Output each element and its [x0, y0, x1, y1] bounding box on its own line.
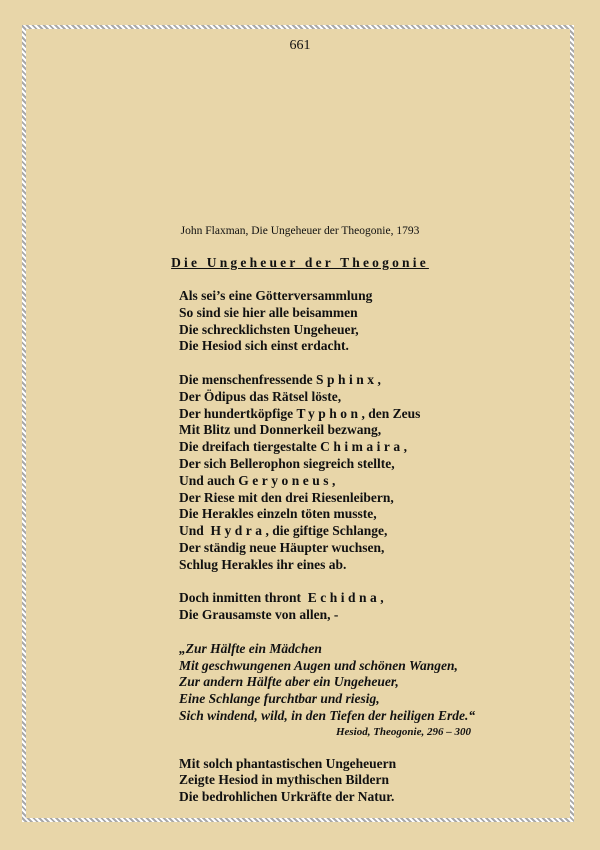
line-text: , den Zeus [361, 405, 421, 421]
poem-line [179, 473, 539, 490]
poem-line: Die Grausamste von allen, - [179, 607, 339, 623]
quote-line: Zur andern Hälfte aber ein Ungeheuer, [179, 674, 399, 690]
line-text: Und auch [179, 472, 239, 488]
poem-line: Schlug Herakles ihr eines ab. [179, 556, 347, 572]
quote-line: Mit geschwungenen Augen und schönen Wangen, [179, 657, 458, 673]
image-caption: John Flaxman, Die Ungeheuer der Theogonie, 1793 [180, 225, 420, 237]
poem-line [179, 406, 539, 423]
poem-line: So sind sie hier alle beisammen [179, 304, 358, 320]
poem-line: Mit Blitz und Donnerkeil bezwang, [179, 422, 382, 438]
poem-line: Die schrecklichsten Ungeheuer, [179, 321, 359, 337]
poem-title: Die Ungeheuer der Theogonie [171, 255, 429, 270]
poem-line: Die Hesiod sich einst erdacht. [179, 338, 349, 354]
hesiod-quote [179, 641, 539, 739]
poem-line [179, 523, 539, 540]
poem-line: Der sich Bellerophon siegreich stellte, [179, 455, 395, 471]
line-text: Und [179, 523, 211, 539]
line-text: Der hundertköpfige [179, 405, 297, 421]
poem-line [179, 372, 539, 389]
poem-line: Der Riese mit den drei Riesenleibern, [179, 489, 394, 505]
quote-line: „Zur Hälfte ein Mädchen [179, 640, 322, 656]
quote-line: Eine Schlange furchtbar und riesig, [179, 691, 380, 707]
quote-line: Sich windend, wild, in den Tiefen der heiligen Erde.“ [179, 707, 476, 723]
monster-name-hydra: Hydra [210, 523, 266, 539]
poem-line [179, 590, 539, 607]
stanza-1 [179, 288, 539, 355]
poem-line: Die bedrohlichen Urkräfte der Natur. [179, 789, 395, 805]
quote-source: Hesiod, Theogonie, 296 – 300 [335, 725, 471, 738]
monster-name-geryoneus: Geryoneus, [238, 472, 339, 488]
line-text: Die dreifach tiergestalte [179, 439, 321, 455]
poem-line: Zeigte Hesiod in mythischen Bildern [179, 772, 390, 788]
stanza-4 [179, 756, 539, 806]
poem-line: Der ständig neue Häupter wuchsen, [179, 539, 385, 555]
monster-name-typhon: Typhon [296, 405, 362, 421]
line-text: , die giftige Schlange, [265, 523, 388, 539]
poem-body [179, 288, 539, 823]
page-number: 661 [289, 38, 311, 53]
line-text: Die menschenfressende [179, 371, 316, 387]
poem-line [179, 439, 539, 456]
poem-line: Als sei’s eine Götterversammlung [179, 288, 373, 303]
poem-line: Der Ödipus das Rätsel löste, [179, 388, 342, 404]
monster-name-chimaira: Chimaira, [320, 439, 411, 455]
monster-name-echidna: Echidna, [307, 590, 388, 606]
poem-line: Die Herakles einzeln töten musste, [179, 506, 377, 522]
poem-line: Mit solch phantastischen Ungeheuern [179, 755, 397, 771]
stanza-2 [179, 372, 539, 574]
line-text: Doch inmitten thront [179, 590, 308, 606]
monster-name-sphinx: Sphinx, [315, 371, 385, 387]
stanza-3 [179, 590, 539, 624]
